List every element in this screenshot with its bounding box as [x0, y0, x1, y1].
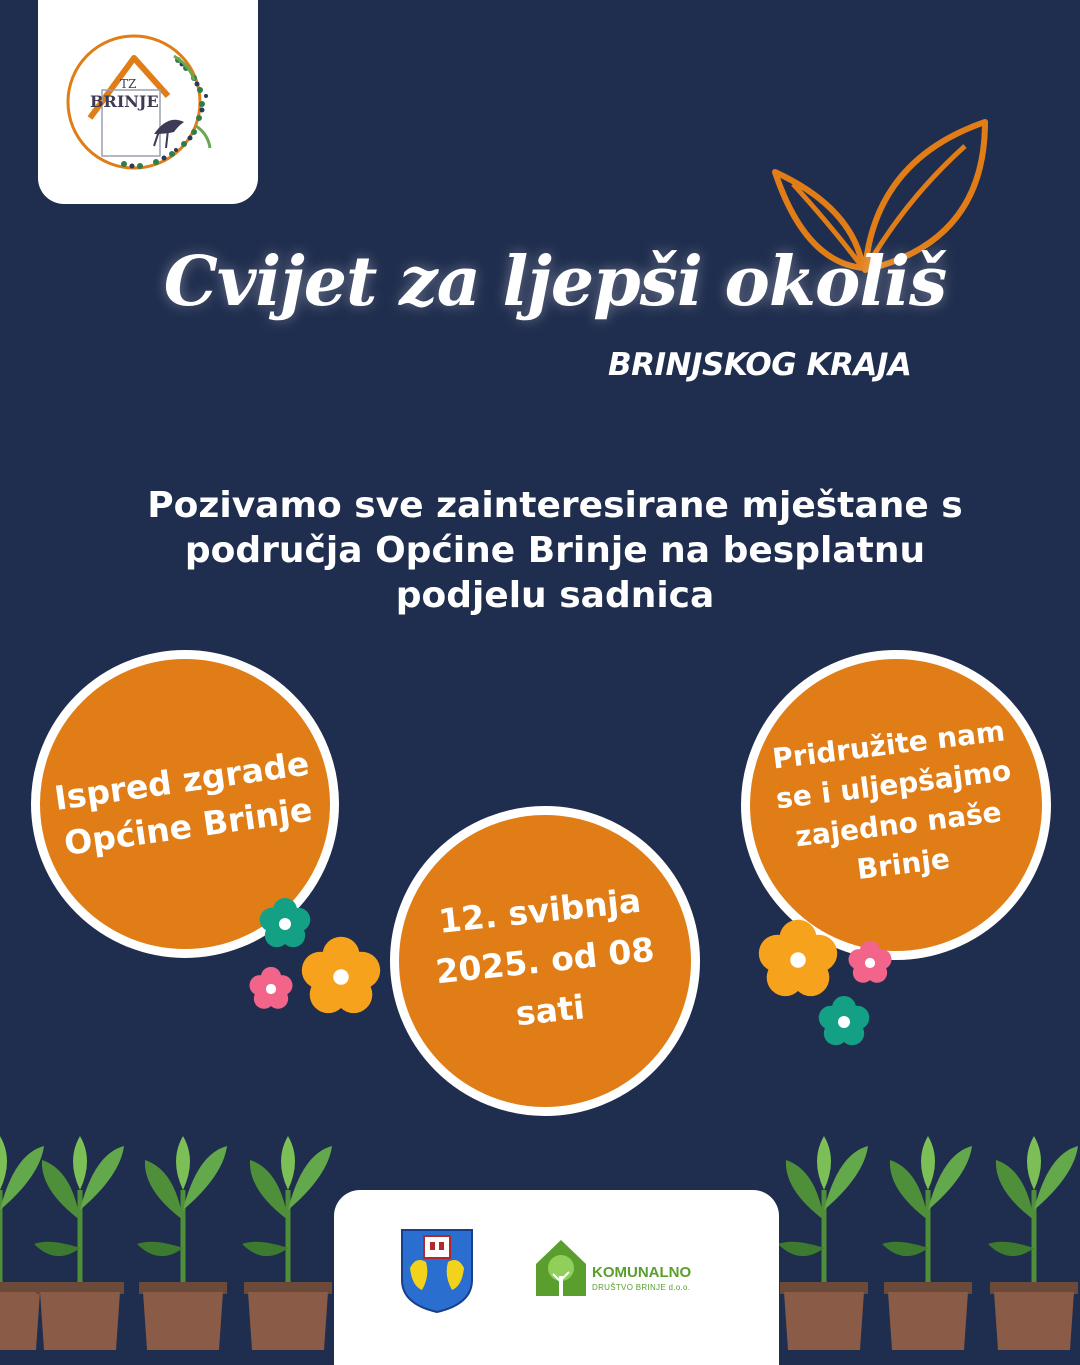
date-bubble: [390, 806, 700, 1116]
plant-pot-icon: [137, 1136, 227, 1350]
plant-pot-icon: [778, 1136, 868, 1350]
company-subtitle: DRUŠTVO BRINJE d.o.o.: [592, 1283, 691, 1292]
invitation-text: Pozivamo sve zainteresirane mještane s područja Općine Brinje na besplatnu podjelu sadnica: [147, 485, 963, 616]
date-text: 12. svibnja 2025. od 08 sati: [433, 880, 657, 1034]
plant-pot-icon: [882, 1136, 972, 1350]
sponsors-card: [334, 1190, 779, 1365]
page-title: Cvijet za ljepši okoliš: [163, 242, 947, 322]
plant-pot-icon: [988, 1136, 1078, 1350]
logo-text: BRINJE: [90, 92, 159, 111]
flower-icon: [819, 996, 870, 1045]
location-bubble: [31, 650, 339, 958]
company-name: KOMUNALNO: [592, 1264, 692, 1281]
cta-bubble: [741, 650, 1051, 960]
logo-prefix: TZ: [120, 77, 137, 91]
komunalno-house-tree-icon: [532, 1238, 590, 1298]
location-text: Ispred zgrade Općine Brinje: [51, 743, 315, 863]
brinje-coat-of-arms-icon: [400, 1228, 474, 1314]
flower-icon: [302, 937, 380, 1013]
plant-pot-icon: [242, 1136, 332, 1350]
cta-text: Pridružite nam se i uljepšajmo zajedno naše Brinje: [770, 714, 1013, 887]
plant-pot-icon: [34, 1136, 124, 1350]
flower-icon: [249, 967, 292, 1009]
tz-brinje-logo-card: [38, 0, 258, 204]
page-subtitle: BRINJSKOG KRAJA: [608, 347, 912, 383]
